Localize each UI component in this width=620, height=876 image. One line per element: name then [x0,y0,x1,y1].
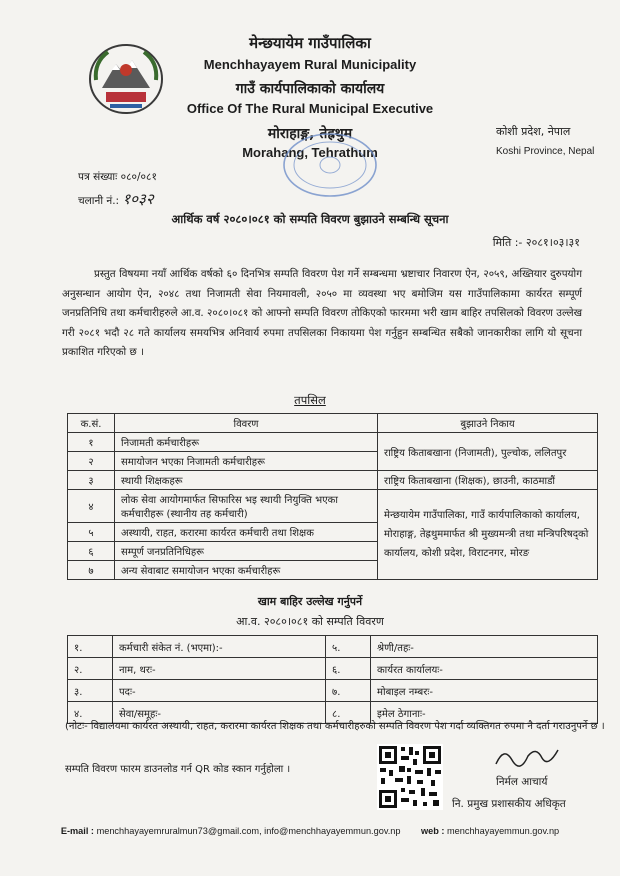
field-label: मोबाइल नम्बरः- [371,680,598,702]
col-sn-header: क.सं. [68,414,115,433]
signatory-name: निर्मल आचार्य [496,776,548,788]
footer-contact [0,826,620,836]
field-label: पदः- [113,680,326,702]
row-desc: समायोजन भएका निजामती कर्मचारीहरू [115,452,378,471]
table-row [68,471,598,490]
row-sn: ६ [68,542,115,561]
table-row [68,636,598,658]
qr-instruction: सम्पति विवरण फारम डाउनलोड गर्न QR कोड स्कान गर्नुहोला । [65,764,291,775]
reference-chalani [78,189,154,209]
envelope-fields-table [67,635,598,724]
agency-cell: मेन्छयायेम गाउँपालिका, गाउँ कार्यपालिकाको कार्यालय, मोराहाङ्ग, तेह्रथुममार्फत श्री मुख्यमन्त्री तथा मन्त्रिपरिषद्को कार्यालय, कोशी प्रदेश, विराटनगर, मोरङ [378,490,598,580]
table-row [68,490,598,523]
header-municipality-en: Menchhayayem Rural Municipality [203,57,417,72]
field-num: ५. [326,636,371,658]
patra-label: पत्र संख्याः [78,171,118,183]
field-label: इमेल ठेगानाः- [371,702,598,724]
row-desc: लोक सेवा आयोगमार्फत सिफारिस भइ स्थायी नियुक्ति भएका कर्मचारीहरू (स्थानीय तह कर्मचारी) [115,490,378,523]
date: मिति :- २०८१।०३।३१ [492,236,580,249]
row-sn: ७ [68,561,115,580]
header-location-np: मोराहाङ्ग, तेह्रथुम [267,126,353,142]
field-label: कार्यरत कार्यालयः- [371,658,598,680]
envelope-heading: खाम बाहिर उल्लेख गर्नुपर्ने [257,595,363,608]
chalani-label: चलानी नं.: [78,195,120,207]
field-label: श्रेणी/तहः- [371,636,598,658]
row-sn: १ [68,433,115,452]
chalani-value: १०३२ [122,190,154,208]
field-num: ७. [326,680,371,702]
row-desc: अस्थायी, राहत, करारमा कार्यरत कर्मचारी तथा शिक्षक [115,523,378,542]
field-num: २. [68,658,113,680]
row-desc: सम्पूर्ण जनप्रतिनिधिहरू [115,542,378,561]
submission-table [67,413,598,580]
field-label: कर्मचारी संकेत नं. (भएमा):- [113,636,326,658]
header-location-en: Morahang, Tehrathum [242,145,378,160]
reference-patra [78,170,157,184]
col-desc-header: विवरण [115,414,378,433]
field-label: नाम, थरः- [113,658,326,680]
footer-email-links[interactable]: menchhayayemruralmun73@gmail.com, info@menchhayayemmun.gov.np [96,826,401,836]
province-np: कोशी प्रदेश, नेपाल [496,125,571,138]
row-sn: ३ [68,471,115,490]
field-label: सेवा/समूहः- [113,702,326,724]
header-office-np: गाउँ कार्यपालिकाको कार्यालय [235,81,385,97]
table-row [68,680,598,702]
notice-body: प्रस्तुत विषयमा नयाँ आर्थिक वर्षको ६० दिनभित्र सम्पति विवरण पेश गर्ने सम्बन्धमा भ्रष्टाचार निवारण ऐन, २०५९, अख्तियार दुरुपयोग अनुसन्धान आयोग ऐन, २०४८ तथा निजामती सेवा नियमावली, २०५० मा व्यवस्था भए बमोजिम यस गाउँपालिकामा कार्यरत सम्पूर्ण जनप्रतिनिधि तथा कर्मचारीहरुले आ.व. २०८०।०८१ को आफ्नो सम्पति विवरण तोकिएको फारममा भरी खाम बाहिर तपसिलको विवरण उल्लेख गरी २०८१ भदौ २८ गते कार्यालय समयभित्र अनिवार्य रुपमा तपसिलका निकायमा पेश गर्नुहुन सम्बन्धित सबैको जानकारीका लागि यो सूचना प्रकाशित गरिएको छ । [62,268,582,358]
field-num: १. [68,636,113,658]
agency-cell: राष्ट्रिय किताबखाना (शिक्षक), छाउनी, काठमाडौं [378,471,598,490]
footer-web-link[interactable]: menchhayayemmun.gov.np [446,826,560,836]
row-desc: स्थायी शिक्षकहरू [115,471,378,490]
header-municipality-np: मेन्छयायेम गाउँपालिका [249,34,371,52]
field-num: ४. [68,702,113,724]
row-sn: २ [68,452,115,471]
row-sn: ४ [68,490,115,523]
office-stamp [280,130,380,200]
tapsil-heading: तपसिल [294,393,326,407]
envelope-subheading: आ.व. २०८०।०८१ को सम्पति विवरण [236,615,384,628]
note-text: (नोटः- विद्यालयमा कार्यरत अस्थायी, राहत, करारमा कार्यरत शिक्षक तथा कर्मचारीहरुको सम्पति विवरण पेश गर्दा व्यक्तिगत रुपमा नै दर्ता गराउनुपर्ने छ । [65,721,605,732]
signature-scribble [492,742,562,772]
patra-value: ०८०/०८१ [120,171,157,183]
agency-cell: राष्ट्रिय किताबखाना (निजामती), पुल्चोक, ललितपुर [378,433,598,471]
footer-email-label: E-mail : [60,826,94,836]
qr-code[interactable] [377,744,443,810]
field-num: ३. [68,680,113,702]
subject-line: आर्थिक वर्ष २०८०।०८१ को सम्पति विवरण बुझाउने सम्बन्धि सूचना [171,212,449,226]
header-office-en: Office Of The Rural Municipal Executive [186,101,434,116]
footer-web-label: web : [420,826,445,836]
row-sn: ५ [68,523,115,542]
field-num: ८. [326,702,371,724]
row-desc: निजामती कर्मचारीहरू [115,433,378,452]
table-row [68,658,598,680]
province-en: Koshi Province, Nepal [496,146,595,157]
table-row [68,433,598,452]
table-header-row [68,414,598,433]
row-desc: अन्य सेवाबाट समायोजन भएका कर्मचारीहरू [115,561,378,580]
signatory-title: नि. प्रमुख प्रशासकीय अधिकृत [452,798,566,810]
col-agency-header: बुझाउने निकाय [378,414,598,433]
field-num: ६. [326,658,371,680]
